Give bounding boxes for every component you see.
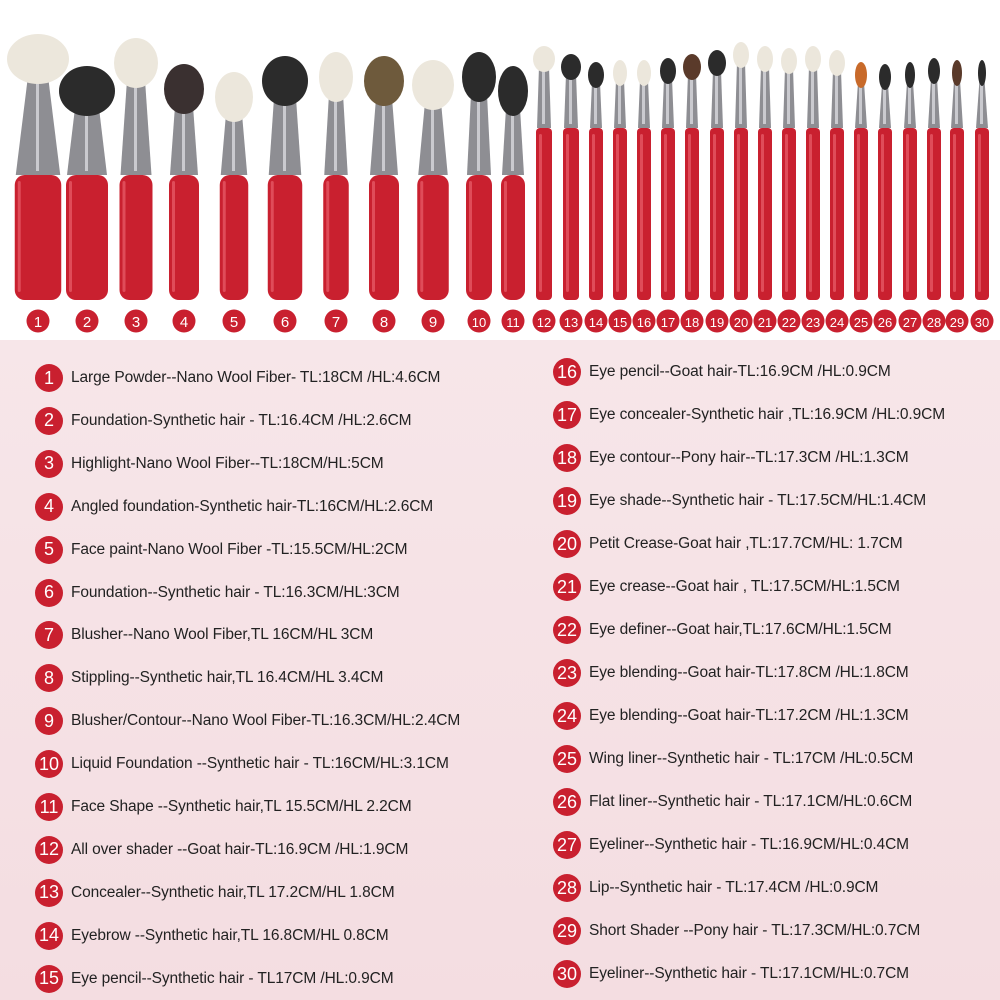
brush-handle-shine — [785, 134, 788, 292]
brush-number-label: 23 — [805, 315, 821, 330]
brush-number-label: 4 — [179, 314, 189, 331]
brush-number-label: 10 — [471, 315, 487, 330]
brush-handle-shine — [18, 181, 21, 292]
spec-item-24 — [553, 701, 909, 731]
item-description: Eye blending--Goat hair-TL:17.2CM /HL:1.3CM — [589, 707, 909, 724]
spec-item-28 — [553, 873, 878, 903]
item-number-badge: 22 — [553, 616, 581, 644]
brush-handle — [613, 128, 627, 300]
brush-handle — [637, 128, 651, 300]
item-number-badge: 30 — [553, 960, 581, 988]
brush-ferrule-shine — [594, 86, 597, 124]
brush-handle — [758, 128, 772, 300]
brush-number-label: 14 — [588, 315, 604, 330]
brush-bristles — [262, 56, 308, 106]
brush-ferrule-shine — [477, 98, 480, 171]
brush-bristles — [978, 60, 986, 86]
brush-handle-shine — [223, 181, 226, 292]
brush-handle — [927, 128, 941, 300]
brush-handle-shine — [566, 134, 569, 292]
brush-handle-shine — [833, 134, 836, 292]
brush-number-label: 21 — [757, 315, 773, 330]
brush-handle-shine — [688, 134, 691, 292]
brush-bristles — [952, 60, 962, 86]
item-description: Foundation-Synthetic hair - TL:16.4CM /HL:2.6CM — [71, 411, 412, 429]
brush-1 — [7, 34, 69, 333]
item-description: Short Shader --Pony hair - TL:17.3CM/HL:0.7CM — [589, 922, 921, 939]
brush-bristles — [805, 46, 821, 72]
spec-item-6 — [35, 578, 400, 608]
brush-number-label: 20 — [733, 315, 749, 330]
brush-number-label: 12 — [536, 315, 552, 330]
brush-ferrule-shine — [85, 112, 88, 171]
brush-ferrule-shine — [859, 86, 862, 124]
brush-bristles — [637, 60, 651, 86]
item-description: Eyebrow --Synthetic hair,TL 16.8CM/HL 0.8CM — [71, 926, 389, 944]
brush-lineup-image — [0, 0, 1000, 340]
brush-ferrule-shine — [182, 110, 185, 171]
spec-item-17 — [553, 400, 945, 430]
brush-number-label: 11 — [506, 315, 520, 330]
brush-ferrule-shine — [283, 102, 286, 171]
brush-ferrule-shine — [36, 80, 39, 171]
brush-18 — [681, 54, 704, 333]
brush-17 — [657, 58, 680, 333]
brush-7 — [319, 52, 353, 333]
brush-number-label: 16 — [636, 315, 652, 330]
brush-ferrule-shine — [642, 84, 645, 124]
brush-handle — [950, 128, 964, 300]
brush-handle — [685, 128, 699, 300]
brush-2 — [59, 66, 115, 333]
brush-handle-shine — [857, 134, 860, 292]
item-number-badge: 19 — [553, 487, 581, 515]
item-description: Flat liner--Synthetic hair - TL:17.1CM/HL:0.6CM — [589, 793, 913, 810]
brush-handle — [536, 128, 552, 300]
brush-bristles — [708, 50, 726, 76]
spec-item-2 — [35, 406, 411, 436]
brush-12 — [533, 46, 556, 333]
brush-25 — [850, 62, 873, 333]
spec-item-7 — [35, 620, 373, 650]
item-description: Eye shade--Synthetic hair - TL:17.5CM/HL:1.4CM — [589, 492, 927, 509]
spec-item-16 — [553, 357, 891, 387]
brush-bristles — [412, 60, 454, 110]
brush-bristles — [855, 62, 867, 88]
item-number-badge: 25 — [553, 745, 581, 773]
brush-handle-shine — [271, 181, 274, 292]
item-number-badge: 24 — [553, 702, 581, 730]
brush-handle-shine — [881, 134, 884, 292]
brush-bristles — [928, 58, 940, 84]
item-number-badge: 20 — [553, 530, 581, 558]
brush-bristles — [905, 62, 915, 88]
brush-4 — [164, 64, 204, 333]
brush-ferrule-shine — [955, 84, 958, 124]
item-number-badge: 9 — [35, 707, 63, 735]
brush-handle — [66, 175, 108, 300]
brush-ferrule-shine — [431, 106, 434, 171]
spec-item-4 — [35, 492, 433, 522]
spec-item-25 — [553, 744, 913, 774]
item-description: Highlight-Nano Wool Fiber--TL:18CM/HL:5CM — [71, 454, 384, 472]
brush-ferrule-shine — [542, 70, 545, 124]
brush-handle — [661, 128, 675, 300]
brush-number-label: 29 — [949, 315, 965, 330]
brush-handle — [15, 175, 62, 300]
item-description: Eyeliner--Synthetic hair - TL:17.1CM/HL:0.7CM — [589, 965, 909, 982]
item-description: Eye contour--Pony hair--TL:17.3CM /HL:1.3CM — [589, 449, 909, 466]
item-number-badge: 5 — [35, 536, 63, 564]
brush-handle-shine — [172, 181, 175, 292]
brush-bristles — [462, 52, 496, 102]
spec-item-8 — [35, 663, 383, 693]
brush-handle-shine — [953, 134, 956, 292]
brush-ferrule-shine — [715, 74, 718, 124]
brush-number-label: 28 — [926, 315, 942, 330]
brush-ferrule-shine — [618, 84, 621, 124]
item-description: Stippling--Synthetic hair,TL 16.4CM/HL 3.4CM — [71, 669, 384, 687]
brush-ferrule-shine — [763, 70, 766, 124]
item-number-badge: 29 — [553, 917, 581, 945]
spec-item-5 — [35, 535, 407, 565]
item-number-badge: 11 — [35, 793, 63, 821]
brush-number-label: 22 — [781, 315, 797, 330]
brush-bristles — [781, 48, 797, 74]
brush-bristles — [498, 66, 528, 116]
brush-handle — [782, 128, 796, 300]
spec-item-23 — [553, 658, 909, 688]
brush-bristles — [59, 66, 115, 116]
brush-handle-shine — [930, 134, 933, 292]
spec-item-15 — [35, 964, 394, 994]
brush-10 — [462, 52, 496, 333]
brush-handle-shine — [713, 134, 716, 292]
item-description: All over shader --Goat hair-TL:16.9CM /HL:1.9CM — [71, 840, 409, 858]
brush-handle — [734, 128, 748, 300]
brush-handle-shine — [809, 134, 812, 292]
spec-item-11 — [35, 792, 412, 822]
brush-bristles — [613, 60, 627, 86]
brush-handle — [806, 128, 820, 300]
brush-20 — [730, 42, 753, 333]
item-description: Liquid Foundation --Synthetic hair - TL:16CM/HL:3.1CM — [71, 755, 449, 773]
brush-handle-shine — [326, 181, 329, 292]
brush-27 — [899, 62, 922, 333]
item-number-badge: 17 — [553, 401, 581, 429]
item-number-badge: 10 — [35, 750, 63, 778]
item-number-badge: 14 — [35, 922, 63, 950]
brush-handle — [563, 128, 579, 300]
brush-23 — [802, 46, 825, 333]
spec-item-9 — [35, 706, 460, 736]
brush-number-label: 7 — [331, 314, 341, 331]
brush-handle-shine — [737, 134, 740, 292]
brush-handle — [975, 128, 989, 300]
brush-ferrule-shine — [835, 74, 838, 124]
brush-number-label: 6 — [280, 314, 290, 331]
brush-6 — [262, 56, 308, 333]
item-number-badge: 4 — [35, 493, 63, 521]
brush-handle-shine — [372, 181, 375, 292]
brush-handle-shine — [123, 181, 126, 292]
brush-8 — [364, 56, 404, 333]
item-description: Eyeliner--Synthetic hair - TL:16.9CM/HL:0.4CM — [589, 836, 909, 853]
brush-ferrule-shine — [739, 66, 742, 124]
item-number-badge: 15 — [35, 965, 63, 993]
item-description: Face paint-Nano Wool Fiber -TL:15.5CM/HL:2CM — [71, 540, 408, 558]
item-number-badge: 2 — [35, 407, 63, 435]
item-description: Blusher--Nano Wool Fiber,TL 16CM/HL 3CM — [71, 626, 374, 644]
brush-handle-shine — [616, 134, 619, 292]
brush-ferrule-shine — [690, 78, 693, 124]
brush-handle-shine — [761, 134, 764, 292]
brush-5 — [215, 72, 253, 333]
brush-26 — [874, 64, 897, 333]
brush-ferrule-shine — [980, 84, 983, 124]
brush-ferrule-shine — [334, 98, 337, 171]
brush-handle-shine — [539, 134, 542, 292]
spec-item-18 — [553, 443, 909, 473]
brush-bristles — [757, 46, 773, 72]
item-description: Eye crease--Goat hair , TL:17.5CM/HL:1.5CM — [589, 578, 900, 595]
brush-bristles — [879, 64, 891, 90]
brush-handle-shine — [504, 181, 507, 292]
brush-handle-shine — [640, 134, 643, 292]
spec-item-19 — [553, 486, 926, 516]
spec-item-3 — [35, 449, 384, 479]
brush-handle-shine — [906, 134, 909, 292]
brush-ferrule-shine — [908, 86, 911, 124]
spec-item-14 — [35, 921, 389, 951]
brush-19 — [706, 50, 729, 333]
item-description: Eye pencil--Synthetic hair - TL17CM /HL:0.9CM — [71, 969, 394, 987]
item-number-badge: 23 — [553, 659, 581, 687]
item-description: Eye pencil--Goat hair-TL:16.9CM /HL:0.9CM — [589, 363, 891, 380]
brush-15 — [609, 60, 632, 333]
brush-number-label: 3 — [131, 314, 141, 331]
brush-bristles — [7, 34, 69, 84]
item-number-badge: 6 — [35, 579, 63, 607]
brush-9 — [412, 60, 454, 333]
brush-handle — [830, 128, 844, 300]
brush-13 — [560, 54, 583, 333]
item-number-badge: 27 — [553, 831, 581, 859]
brush-ferrule-shine — [883, 88, 886, 124]
item-description: Eye blending--Goat hair-TL:17.8CM /HL:1.8CM — [589, 664, 909, 681]
item-number-badge: 8 — [35, 664, 63, 692]
item-number-badge: 18 — [553, 444, 581, 472]
brush-bristles — [215, 72, 253, 122]
brush-number-label: 9 — [428, 314, 438, 331]
spec-item-22 — [553, 615, 892, 645]
brush-number-label: 13 — [563, 315, 579, 330]
brush-ferrule-shine — [787, 72, 790, 124]
brush-number-label: 8 — [379, 314, 389, 331]
brush-bristles — [114, 38, 158, 88]
brush-handle-shine — [978, 134, 981, 292]
brush-handle-shine — [420, 181, 423, 292]
spec-item-13 — [35, 878, 395, 908]
brush-number-label: 5 — [229, 314, 239, 331]
spec-item-20 — [553, 529, 903, 559]
brush-bristles — [364, 56, 404, 106]
brush-number-label: 19 — [709, 315, 725, 330]
brush-handle-shine — [69, 181, 72, 292]
brush-bristles — [733, 42, 749, 68]
brush-number-label: 26 — [877, 315, 893, 330]
brush-bristles — [319, 52, 353, 102]
brush-spec-list — [0, 340, 1000, 1000]
brush-handle — [589, 128, 603, 300]
brush-3 — [114, 38, 158, 333]
brush-handle-shine — [469, 181, 472, 292]
brush-number-label: 15 — [612, 315, 628, 330]
brush-ferrule-shine — [382, 102, 385, 171]
spec-item-27 — [553, 830, 909, 860]
brush-ferrule-shine — [511, 112, 514, 171]
spec-item-30 — [553, 959, 909, 989]
brush-number-label: 25 — [853, 315, 869, 330]
brush-handle-shine — [592, 134, 595, 292]
brush-bristles — [829, 50, 845, 76]
item-description: Angled foundation-Synthetic hair-TL:16CM/HL:2.6CM — [71, 497, 434, 515]
brush-16 — [633, 60, 656, 333]
spec-item-26 — [553, 787, 912, 817]
brush-ferrule-shine — [811, 70, 814, 124]
brush-bristles — [660, 58, 676, 84]
item-number-badge: 16 — [553, 358, 581, 386]
brush-14 — [585, 62, 608, 333]
item-description: Petit Crease-Goat hair ,TL:17.7CM/HL: 1.7CM — [589, 535, 903, 552]
brush-number-label: 2 — [82, 314, 92, 331]
spec-item-21 — [553, 572, 900, 602]
item-number-badge: 12 — [35, 836, 63, 864]
brush-number-label: 18 — [684, 315, 700, 330]
brush-handle-shine — [664, 134, 667, 292]
brush-bristles — [683, 54, 701, 80]
item-description: Blusher/Contour--Nano Wool Fiber-TL:16.3CM/HL:2.4CM — [71, 712, 461, 730]
spec-item-29 — [553, 916, 920, 946]
brush-ferrule-shine — [666, 82, 669, 124]
item-number-badge: 1 — [35, 364, 63, 392]
brush-ferrule-shine — [932, 82, 935, 124]
item-number-badge: 26 — [553, 788, 581, 816]
item-number-badge: 13 — [35, 879, 63, 907]
item-description: Eye definer--Goat hair,TL:17.6CM/HL:1.5CM — [589, 621, 892, 638]
spec-item-1 — [35, 363, 440, 393]
spec-item-10 — [35, 749, 449, 779]
brush-28 — [923, 58, 946, 333]
item-number-badge: 28 — [553, 874, 581, 902]
item-description: Lip--Synthetic hair - TL:17.4CM /HL:0.9CM — [589, 879, 879, 896]
brush-bristles — [164, 64, 204, 114]
brush-handle — [903, 128, 917, 300]
brush-handle — [854, 128, 868, 300]
brush-ferrule-shine — [569, 78, 572, 124]
brush-11 — [498, 66, 528, 333]
brush-number-label: 30 — [974, 315, 990, 330]
spec-item-12 — [35, 835, 408, 865]
item-number-badge: 7 — [35, 621, 63, 649]
item-description: Large Powder--Nano Wool Fiber- TL:18CM /HL:4.6CM — [71, 369, 441, 386]
item-description: Eye concealer-Synthetic hair ,TL:16.9CM /HL:0.9CM — [589, 406, 946, 423]
item-description: Wing liner--Synthetic hair - TL:17CM /HL:0.5CM — [589, 750, 914, 767]
brush-number-label: 24 — [829, 315, 845, 330]
brush-24 — [826, 50, 849, 333]
brush-bristles — [561, 54, 581, 80]
brush-number-label: 17 — [660, 315, 676, 330]
brush-number-label: 1 — [33, 314, 43, 331]
brush-number-label: 27 — [902, 315, 918, 330]
brush-bristles — [533, 46, 555, 72]
brush-30 — [971, 60, 994, 333]
brush-handle — [710, 128, 724, 300]
item-description: Concealer--Synthetic hair,TL 17.2CM/HL 1.8CM — [71, 883, 395, 901]
brush-22 — [778, 48, 801, 333]
brush-ferrule-shine — [232, 118, 235, 171]
brush-21 — [754, 46, 777, 333]
item-description: Foundation--Synthetic hair - TL:16.3CM/HL:3CM — [71, 583, 400, 601]
brush-handle — [878, 128, 892, 300]
brush-ferrule-shine — [134, 84, 137, 171]
brush-lineup — [0, 0, 1000, 340]
brush-29 — [946, 60, 969, 333]
item-number-badge: 3 — [35, 450, 63, 478]
item-description: Face Shape --Synthetic hair,TL 15.5CM/HL 2.2CM — [71, 798, 412, 815]
brush-bristles — [588, 62, 604, 88]
item-number-badge: 21 — [553, 573, 581, 601]
